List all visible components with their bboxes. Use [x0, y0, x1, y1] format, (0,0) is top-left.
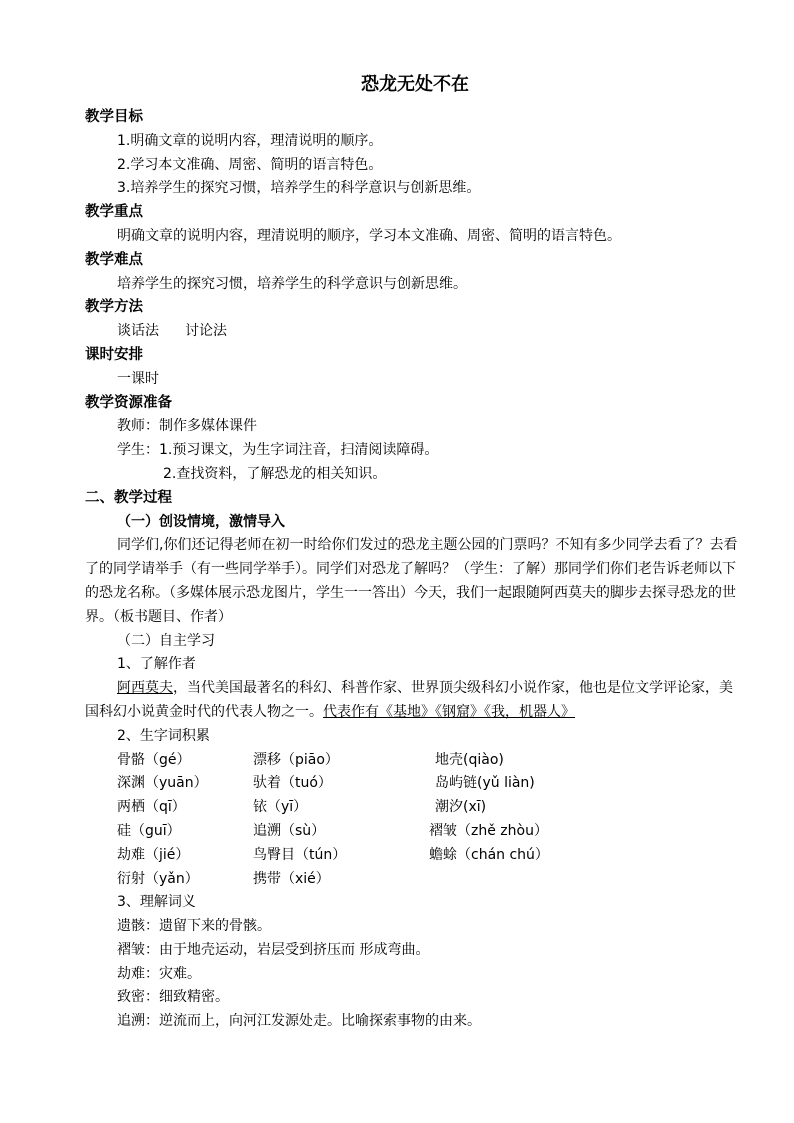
step1-heading: （一）创设情境，激情导入 [117, 513, 285, 530]
word-item: 追溯（sù） [253, 822, 326, 839]
method-a: 谈话法 [117, 323, 159, 340]
word-item: 地壳(qiào) [435, 751, 504, 768]
word-item: 褶皱（zhě zhòu） [429, 822, 548, 839]
heading-resources: 教学资源准备 [85, 394, 172, 411]
resources-student-2: 2.查找资料，了解恐龙的相关知识。 [163, 465, 387, 482]
step1-paragraph: 同学们,你们还记得老师在初一时给你们发过的恐龙主题公园的门票吗？不知有多少同学去看了？去看了的同学请举手（有一些同学举手）。同学们对恐龙了解吗？（学生：了解）那同学们你们老告诉老师以下的恐龙名称。（多媒体展示恐龙图片，学生一一答出）今天，我们一起跟随阿西莫夫的脚步去探寻恐龙的世界。（板书题目、作者） [85, 537, 738, 625]
word-item: 衍射（yǎn） [117, 870, 199, 887]
author-paragraph [85, 677, 745, 725]
definition-item: 褶皱：由于地壳运动，岩层受到挤压而 形成弯曲。 [117, 941, 430, 958]
word-item: 硅（guī） [117, 822, 181, 839]
page-title: 恐龙无处不在 [361, 74, 469, 95]
definition-item: 遗骸：遗留下来的骨骸。 [117, 918, 271, 935]
heading-goals: 教学目标 [85, 109, 143, 125]
heading-key-points: 教学重点 [85, 204, 143, 221]
goal-item: 1.明确文章的说明内容，理清说明的顺序。 [117, 132, 383, 149]
schedule-text: 一课时 [117, 370, 159, 387]
word-row [85, 772, 745, 796]
heading-process: 二、教学过程 [85, 489, 172, 506]
heading-schedule: 课时安排 [85, 346, 143, 363]
methods-text [85, 320, 745, 344]
word-row [85, 844, 745, 868]
document-page [85, 70, 745, 1034]
sub1-heading: 1、了解作者 [117, 656, 196, 673]
definition-item: 追溯：逆流而上，向河江发源处走。比喻探索事物的由来。 [117, 1013, 481, 1030]
step2-heading: （二）自主学习 [117, 632, 215, 649]
author-text: ，当代美国最著名的科幻、科普作家、世界顶尖级科幻小说作家，他也是位文学评论家，美国科幻小说黄金时代的代表人物之一。 [85, 680, 733, 720]
word-item: 携带（xié） [253, 870, 330, 887]
word-row [85, 868, 745, 892]
sub2-heading: 2、生字词积累 [117, 727, 210, 744]
key-points-text: 明确文章的说明内容，理清说明的顺序，学习本文准确、周密、简明的语言特色。 [117, 227, 621, 244]
word-row [85, 796, 745, 820]
word-item: 骨骼（gé） [117, 751, 191, 768]
definition-item: 致密：细致精密。 [117, 989, 229, 1006]
goal-item: 3.培养学生的探究习惯，培养学生的科学意识与创新思维。 [117, 180, 481, 197]
word-item: 漂移（piāo） [253, 751, 339, 768]
word-row [85, 820, 745, 844]
word-item: 驮着（tuó） [253, 775, 332, 792]
word-row [85, 749, 745, 773]
resources-student-1: 学生：1.预习课文，为生字词注音，扫清阅读障碍。 [117, 442, 439, 459]
word-item: 鸟臀目（tún） [253, 846, 347, 863]
word-item: 深渊（yuān） [117, 775, 208, 792]
definition-item: 劫难：灾难。 [117, 965, 201, 982]
word-item: 潮汐(xī) [435, 799, 487, 816]
heading-difficulties: 教学难点 [85, 251, 143, 268]
difficulties-text: 培养学生的探究习惯，培养学生的科学意识与创新思维。 [117, 275, 467, 292]
method-b: 讨论法 [185, 323, 227, 340]
word-item: 劫难（jié） [117, 846, 190, 863]
author-works: 代表作有《基地》《钢窟》《我，机器人》 [323, 703, 575, 720]
heading-methods: 教学方法 [85, 299, 143, 316]
word-item: 岛屿链(yǔ liàn) [435, 775, 535, 792]
resources-teacher: 教师：制作多媒体课件 [117, 418, 257, 435]
goal-item: 2.学习本文准确、周密、简明的语言特色。 [117, 156, 383, 173]
word-item: 铱（yī） [253, 799, 308, 816]
word-item: 蟾蜍（chán chú） [429, 846, 549, 863]
word-item: 两栖（qī） [117, 799, 186, 816]
sub3-heading: 3、理解词义 [117, 894, 196, 911]
author-name: 阿西莫夫 [117, 680, 173, 697]
